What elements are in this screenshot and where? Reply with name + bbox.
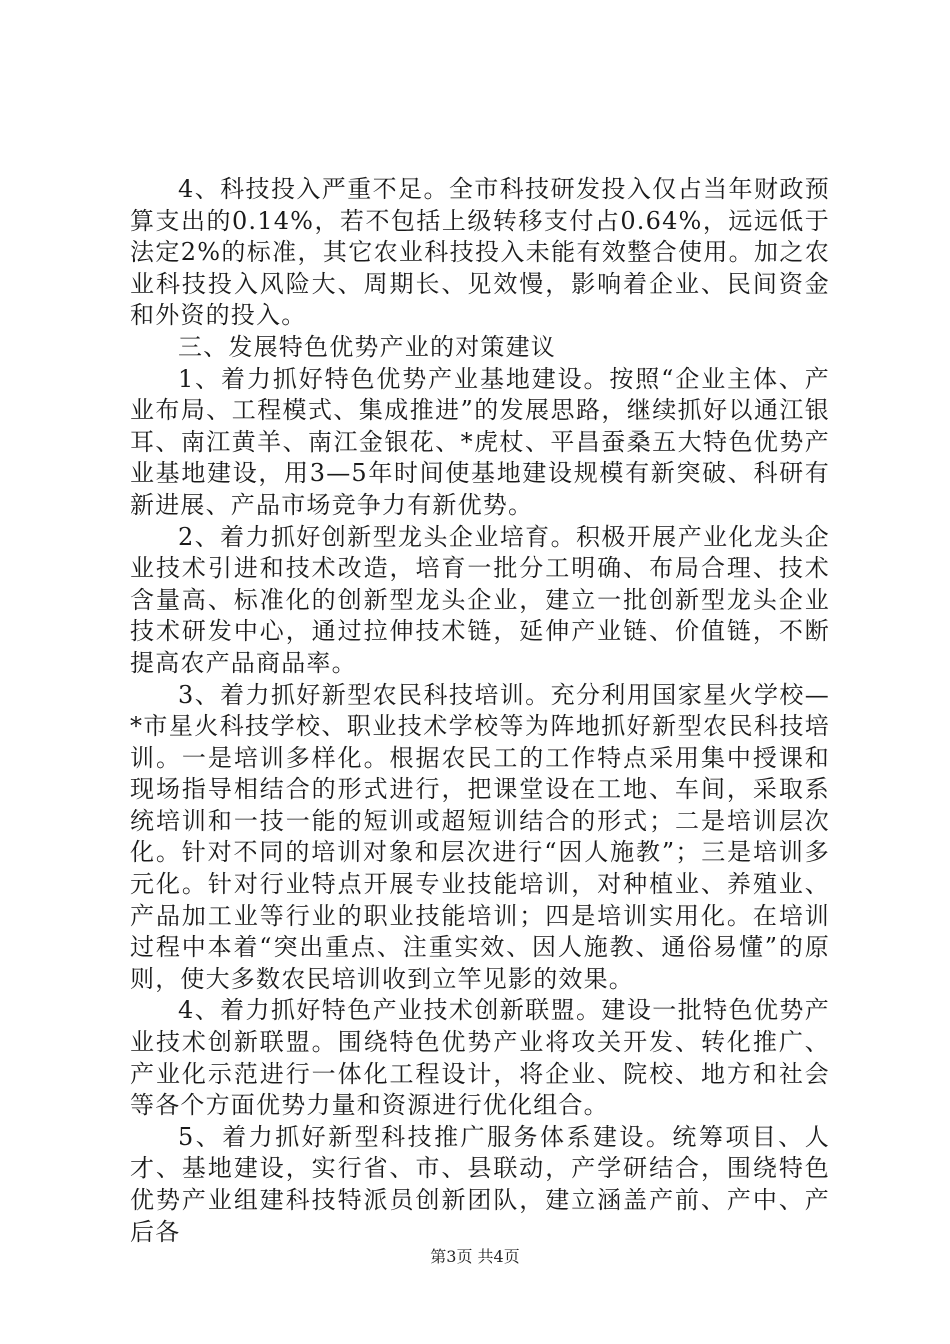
paragraph-tech-investment: 4、科技投入严重不足。全市科技研发投入仅占当年财政预算支出的0.14%，若不包括上级转移支付占0.64%，远远低于法定2%的标准，其它农业科技投入未能有效整合使用。加之农业科技投入风险大、周期长、见效慢，影响着企业、民间资金和外资的投入。 [130,175,830,330]
paragraph-innovation-alliance: 4、着力抓好特色产业技术创新联盟。建设一批特色优势产业技术创新联盟。围绕特色优势产业将攻关开发、转化推广、产业化示范进行一体化工程设计，将企业、院校、地方和社会等各个方面优势力量和资源进行优化组合。 [130,996,830,1120]
paragraph-leading-enterprise: 2、着力抓好创新型龙头企业培育。积极开展产业化龙头企业技术引进和技术改造，培育一批分工明确、布局合理、技术含量高、标准化的创新型龙头企业，建立一批创新型龙头企业技术研发中心，通过拉伸技术链，延伸产业链、价值链，不断提高农产品商品率。 [130,522,830,677]
paragraph-farmer-training: 3、着力抓好新型农民科技培训。充分利用国家星火学校—*市星火科技学校、职业技术学校等为阵地抓好新型农民科技培训。一是培训多样化。根据农民工的工作特点采用集中授课和现场指导相结合的形式进行，把课堂设在工地、车间，采取系统培训和一技一能的短训或超短训结合的形式；二是培训层次化。针对不同的培训对象和层次进行“因人施教”；三是培训多元化。针对行业特点开展专业技能培训，对种植业、养殖业、产品加工业等行业的职业技能培训；四是培训实用化。在培训过程中本着“突出重点、注重实效、因人施教、通俗易懂”的原则，使大多数农民培训收到立竿见影的效果。 [130,680,830,993]
section-heading: 三、发展特色优势产业的对策建议 [178,332,556,361]
document-body [130,174,830,1248]
paragraph-extension-service: 5、着力抓好新型科技推广服务体系建设。统筹项目、人才、基地建设，实行省、市、县联动，产学研结合，围绕特色优势产业组建科技特派员创新团队，建立涵盖产前、产中、产后各 [130,1122,830,1246]
paragraph-industry-base: 1、着力抓好特色优势产业基地建设。按照“企业主体、产业布局、工程模式、集成推进”的发展思路，继续抓好以通江银耳、南江黄羊、南江金银花、*虎杖、平昌蚕桑五大特色优势产业基地建设，用3—5年时间使基地建设规模有新突破、科研有新进展、产品市场竞争力有新优势。 [130,364,830,519]
page-number-footer: 第3页 共4页 [430,1247,520,1266]
